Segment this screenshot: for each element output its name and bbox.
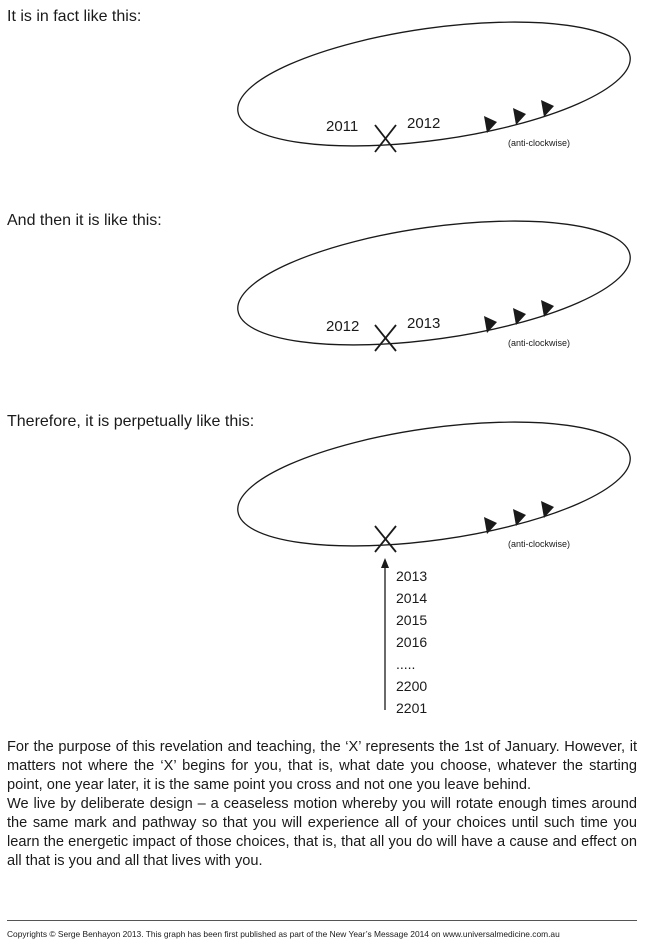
year-list-item: 2200 <box>396 678 428 694</box>
year-label-right: 2013 <box>407 315 441 332</box>
footer-divider <box>7 920 637 921</box>
paragraph-1: For the purpose of this revelation and teaching, the ‘X’ represents the 1st of January. However, it matters not where the ‘X’ begins for you, that is, what date you choose, whatever the starting point, one year later, it is the same point you cross and not one you leave behind. <box>7 739 637 793</box>
year-label-left: 2012 <box>326 318 360 335</box>
orbit-ellipse <box>230 200 638 366</box>
body-text <box>7 738 637 871</box>
year-list <box>396 565 427 719</box>
year-list-ellipsis: ..... <box>396 656 416 672</box>
copyright-footer: Copyrights © Serge Benhayon 2013. This graph has been first published as part of the New Year’s Message 2014 on www.universalmedicine.com.au <box>7 929 560 939</box>
direction-note: (anti-clockwise) <box>508 539 571 549</box>
year-label-left: 2011 <box>326 118 359 135</box>
direction-note: (anti-clockwise) <box>508 338 571 348</box>
cross-mark <box>375 526 396 552</box>
heading-third: Therefore, it is perpetually like this: <box>7 413 255 430</box>
direction-note: (anti-clockwise) <box>508 138 571 148</box>
orbit-ellipse <box>230 401 638 567</box>
heading-second: And then it is like this: <box>7 212 162 229</box>
year-list-item: 2014 <box>396 590 428 606</box>
year-list-item: 2015 <box>396 612 428 628</box>
year-label-right: 2012 <box>407 115 441 132</box>
heading-first: It is in fact like this: <box>7 8 142 25</box>
year-list-item: 2016 <box>396 634 428 650</box>
orbit-ellipse <box>230 1 638 167</box>
year-list-item: 2013 <box>396 568 428 584</box>
cross-mark <box>375 325 396 351</box>
orbit-diagram-2 <box>230 200 638 366</box>
up-arrow <box>381 558 389 710</box>
orbit-diagram-3 <box>230 401 638 710</box>
cross-mark <box>375 125 396 152</box>
orbit-diagram-1 <box>230 1 638 167</box>
year-list-item: 2201 <box>396 700 428 716</box>
paragraph-2: We live by deliberate design – a ceaseless motion whereby you will rotate enough times around the same mark and pathway so that you will experience all of your choices until such time you learn the energetic impact of those choices, that is, that all you do will have a cause and effect on all that is you and all that lives with you. <box>7 796 637 869</box>
